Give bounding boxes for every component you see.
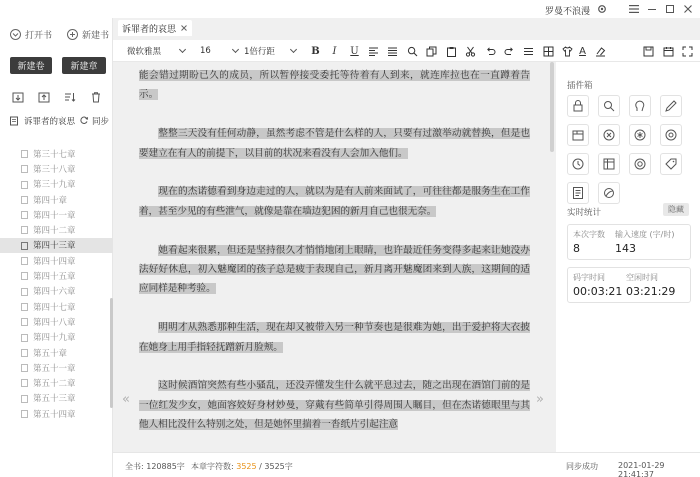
chapter-item[interactable] [0, 177, 113, 192]
word-count-value: 8 [573, 242, 580, 255]
stats-title: 实时统计 [567, 208, 602, 218]
status-bar [113, 452, 700, 477]
calendar-icon[interactable] [598, 153, 620, 175]
add-icon [67, 29, 78, 40]
open-book-button[interactable] [10, 27, 52, 41]
chapter-count-value: 3525 [236, 462, 257, 471]
eraser-icon[interactable] [595, 46, 606, 57]
undo-icon[interactable] [485, 46, 496, 57]
format-toolbar [113, 40, 700, 62]
document-icon [21, 211, 28, 219]
box-icon[interactable] [567, 124, 589, 146]
chapter-item[interactable] [0, 345, 113, 360]
chapter-item[interactable] [0, 360, 113, 375]
chapter-label: 第四十九章 [33, 333, 76, 344]
settings-icon[interactable] [596, 3, 608, 15]
book-total-value: 120885字 [146, 462, 185, 471]
plugins-title: 插件箱 [567, 81, 593, 91]
right-panel [556, 62, 700, 452]
title-bar [0, 0, 700, 18]
sync-icon[interactable] [79, 115, 89, 125]
document-icon [21, 303, 28, 311]
close-icon[interactable] [682, 3, 694, 15]
new-book-label: 新建书 [82, 30, 110, 41]
chapter-item[interactable] [0, 253, 113, 268]
hide-stats-button[interactable]: 隐藏 [663, 203, 689, 216]
book-total-count [125, 461, 185, 472]
speed-label: 输入速度 (字/时) [615, 230, 675, 239]
book-icon [9, 116, 19, 126]
chapter-item[interactable] [0, 222, 113, 237]
document-icon [21, 318, 28, 326]
chapter-label: 第四十一章 [33, 210, 76, 221]
clock-icon[interactable] [567, 153, 589, 175]
open-book-icon [10, 29, 21, 40]
username-label[interactable]: 罗曼不浪漫 [544, 7, 590, 17]
text-color-button[interactable]: A [579, 46, 586, 57]
calendar-icon[interactable] [663, 46, 674, 57]
previous-chapter-icon[interactable]: « [122, 392, 130, 407]
font-family-select[interactable] [127, 44, 185, 58]
chapter-item[interactable] [0, 314, 113, 329]
shirt-icon[interactable] [562, 46, 573, 57]
document-icon [21, 410, 28, 418]
chapter-item[interactable] [0, 238, 113, 253]
paragraph-text: 整整三天没有任何动静，虽然考虑不管是什么样的人，只要有过激举动就替换，但是也要建立在有人的前提下，以目前的状况来看没有人会加入他们。 [139, 128, 530, 159]
chapter-char-count [191, 461, 293, 472]
medal-icon[interactable] [629, 153, 651, 175]
chapter-label: 第四十五章 [33, 272, 76, 283]
document-icon [21, 181, 28, 189]
planet-icon[interactable] [598, 182, 620, 204]
trash-icon[interactable] [90, 91, 102, 103]
font-size-select[interactable] [200, 44, 238, 58]
paragraph-text: 她看起来很累，但还是坚持很久才悄悄地闭上眼睛，也许最近任务变得多起来让她没办法好好休息，初入魅魔团的孩子总是疲于表现自己，新月离开魅魔团来到人族，这期间的适应同样是种考验。 [139, 244, 530, 295]
document-icon [21, 226, 28, 234]
time-stats-box [567, 267, 691, 303]
tab-book[interactable] [118, 20, 192, 36]
redo-icon[interactable] [504, 46, 515, 57]
search-doc-icon[interactable] [598, 95, 620, 117]
minimize-icon[interactable] [646, 3, 658, 15]
document-icon [21, 272, 28, 280]
paragraph [139, 376, 530, 434]
paragraph-text: 能会错过期盼已久的成员，所以暂停接受委托等待着有人到来，就连库拉也在一直蹲着告示。 [139, 70, 530, 101]
chapter-label: 第五十三章 [33, 394, 76, 405]
datetime: 2021-01-29 21:41:37 [618, 461, 665, 477]
chevron-down-icon [232, 46, 239, 53]
paste-icon[interactable] [446, 46, 457, 57]
maximize-icon[interactable] [664, 3, 676, 15]
chapter-label: 第四十三章 [33, 241, 76, 252]
chapter-count-total: / 3525字 [256, 462, 293, 471]
cut-icon[interactable] [465, 46, 476, 57]
line-spacing-select[interactable] [244, 44, 296, 58]
chapter-label: 第四十七章 [33, 302, 76, 313]
chapter-label: 第三十九章 [33, 180, 76, 191]
export-icon[interactable] [38, 91, 50, 103]
chapter-label: 第四十八章 [33, 317, 76, 328]
document-icon [21, 349, 28, 357]
document-icon [21, 364, 28, 372]
chapter-item[interactable] [0, 146, 113, 161]
chapter-item[interactable] [0, 375, 113, 390]
line-spacing-value: 1倍行距 [244, 47, 275, 57]
chapter-item[interactable] [0, 391, 113, 406]
copy-icon[interactable] [426, 46, 437, 57]
paragraph [139, 241, 530, 299]
chapter-label: 第五十二章 [33, 379, 76, 390]
sync-status: 同步成功 [566, 462, 598, 471]
align-justify-icon[interactable] [387, 46, 398, 57]
underline-button[interactable]: U [350, 46, 359, 57]
session-stats-box [567, 224, 691, 260]
chapter-item[interactable] [0, 299, 113, 314]
align-left-icon[interactable] [368, 46, 379, 57]
chapter-label: 第四十章 [33, 195, 68, 206]
font-family-value: 微软雅黑 [127, 47, 162, 57]
document-icon [21, 150, 28, 158]
at-icon[interactable] [660, 124, 682, 146]
pen-icon[interactable] [660, 95, 682, 117]
next-chapter-icon[interactable]: » [536, 392, 544, 407]
chapter-count-prefix: 本章字符数: [191, 462, 237, 471]
fullscreen-icon[interactable] [682, 46, 693, 57]
tab-label: 诉罪者的哀思 [122, 24, 177, 35]
chapter-list [0, 146, 113, 421]
word-count-label: 本次字数 [573, 230, 605, 239]
tag-icon[interactable] [660, 153, 682, 175]
chapter-label: 第五十章 [33, 348, 68, 359]
sync-label[interactable]: 同步 [92, 117, 110, 127]
chevron-down-icon [290, 46, 297, 53]
new-chapter-button[interactable]: 新建章 [62, 57, 106, 74]
code-time-value: 00:03:21 [573, 285, 623, 298]
document-icon [21, 196, 28, 204]
head-icon[interactable] [629, 95, 651, 117]
paragraph [139, 124, 530, 163]
font-size-value: 16 [200, 46, 211, 56]
document-icon [21, 257, 28, 265]
book-tree-root[interactable] [0, 114, 113, 128]
new-volume-button[interactable]: 新建卷 [10, 57, 52, 74]
code-time-label: 码字时间 [573, 273, 605, 282]
chapter-label: 第三十七章 [33, 149, 76, 160]
list-icon[interactable] [523, 46, 534, 57]
speed-value: 143 [615, 242, 636, 255]
new-book-button[interactable] [67, 27, 109, 41]
chapter-label: 第四十六章 [33, 287, 76, 298]
document-icon [21, 165, 28, 173]
paragraph-text: 明明才从熟悉那种生活，现在却又被带入另一种节奏也是很难为她，出于爱护将大衣披在她身上用手指轻抚蹭新月脸颊。 [139, 322, 530, 353]
paragraph [139, 182, 530, 221]
scissors-icon[interactable] [598, 124, 620, 146]
tab-close-icon[interactable] [180, 24, 188, 32]
chapter-item[interactable] [0, 406, 113, 421]
chevron-down-icon [179, 46, 186, 53]
editor-area[interactable] [113, 62, 556, 452]
chapter-label: 第四十四章 [33, 256, 76, 267]
paragraph-text: 这时候酒馆突然有些小骚乱，还没弄懂发生什么就平息过去，随之出现在酒馆门前的是一位红发少女，她面容姣好身材妙曼，穿戴有些简单引得周围人瞩目，但在杰诺德眼里与其他人相比没什么特别之处，但是她怀里揣着一沓纸片引起注意 [139, 380, 530, 431]
chapter-label: 第四十二章 [33, 226, 76, 237]
editor-content[interactable] [139, 66, 530, 452]
sort-icon[interactable] [64, 91, 76, 103]
paragraph [139, 318, 530, 357]
book-total-prefix: 全书: [125, 462, 147, 471]
chapter-label: 第五十一章 [33, 363, 76, 374]
chapter-item[interactable] [0, 192, 113, 207]
sidebar [0, 18, 113, 477]
idle-time-label: 空闲时间 [626, 273, 658, 282]
save-icon[interactable] [643, 46, 654, 57]
search-icon[interactable] [407, 46, 418, 57]
document-icon [21, 242, 28, 250]
chapter-item[interactable] [0, 330, 113, 345]
book-title: 诉罪者的哀思 [24, 117, 76, 127]
grid-icon[interactable] [543, 46, 554, 57]
asterisk-icon[interactable] [629, 124, 651, 146]
chapter-label: 第三十八章 [33, 164, 76, 175]
list-icon[interactable] [567, 182, 589, 204]
editor-scrollbar[interactable] [550, 62, 554, 152]
bold-button[interactable]: B [311, 46, 320, 57]
lock-icon[interactable] [567, 95, 589, 117]
import-icon[interactable] [12, 91, 24, 103]
document-icon [21, 288, 28, 296]
document-icon [21, 395, 28, 403]
chapter-item[interactable] [0, 161, 113, 176]
italic-button[interactable]: I [332, 46, 337, 57]
paragraph-text: 现在的杰诺德看到身边走过的人，就以为是有人前来面试了，可往往都是服务生在工作着，甚至少见的有些泄气，就像是靠在墙边犯困的新月自己也很无奈。 [139, 186, 530, 217]
paragraph [139, 66, 530, 105]
menu-icon[interactable] [628, 3, 640, 15]
chapter-item[interactable] [0, 268, 113, 283]
chapter-item[interactable] [0, 207, 113, 222]
document-icon [21, 334, 28, 342]
chapter-label: 第五十四章 [33, 409, 76, 420]
open-book-label: 打开书 [25, 30, 53, 41]
idle-time-value: 03:21:29 [626, 285, 676, 298]
chapter-item[interactable] [0, 284, 113, 299]
document-icon [21, 379, 28, 387]
